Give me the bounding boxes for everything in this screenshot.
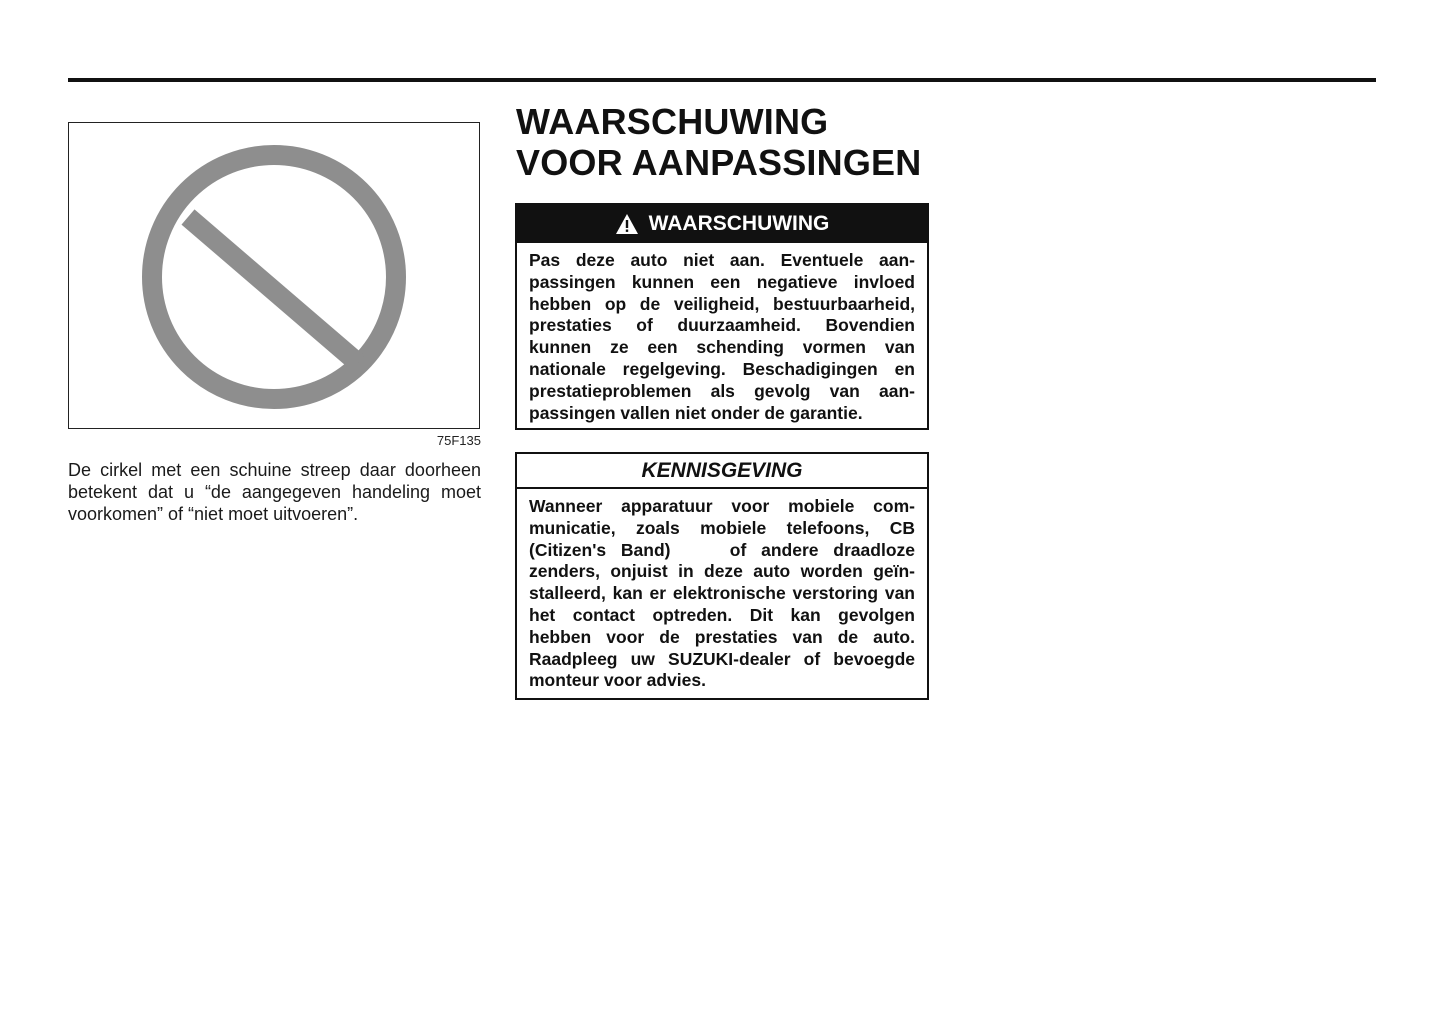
figure-box bbox=[68, 122, 480, 429]
page-title-line1: WAARSCHUWING bbox=[516, 101, 829, 142]
page-title-line2: VOOR AANPASSINGEN bbox=[516, 142, 922, 183]
notice-body: Wanneer apparatuur voor mobiele communicatie, zoals mobiele telefoons, CB (Citizen's Band) of andere draadloze zenders, onjuist in deze auto worden geïnstalleerd, kan er elektronische verstoring van het contact optreden. Dit kan gevolgen hebben voor de prestaties van de auto. Raadpleeg uw SUZUKI-dealer of bevoegde monteur voor advies. bbox=[529, 496, 915, 691]
prohibition-sign-icon bbox=[69, 123, 479, 428]
figure-caption: De cirkel met een schuine streep daar doorheen betekent dat u “de aangegeven handeling moet voorkomen” of “niet moet uitvoeren”. bbox=[68, 460, 481, 524]
figure-code: 75F135 bbox=[436, 433, 481, 448]
warning-triangle-icon bbox=[615, 213, 639, 235]
warning-header-label: WAARSCHUWING bbox=[648, 212, 830, 235]
page-title bbox=[516, 101, 921, 183]
top-rule bbox=[68, 78, 1376, 82]
notice-header: KENNISGEVING bbox=[517, 454, 927, 489]
notice-box bbox=[515, 452, 929, 700]
warning-box bbox=[515, 203, 929, 430]
warning-body: Pas deze auto niet aan. Eventuele aanpassingen kunnen een negatieve invloed hebben op de veiligheid, bestuurbaarheid, prestaties of duurzaamheid. Bovendien kunnen ze een schending vormen van nationale regelgeving. Beschadigingen en prestatieproblemen als gevolg van aanpassingen vallen niet onder de garantie. bbox=[529, 250, 915, 423]
warning-header bbox=[517, 205, 927, 243]
